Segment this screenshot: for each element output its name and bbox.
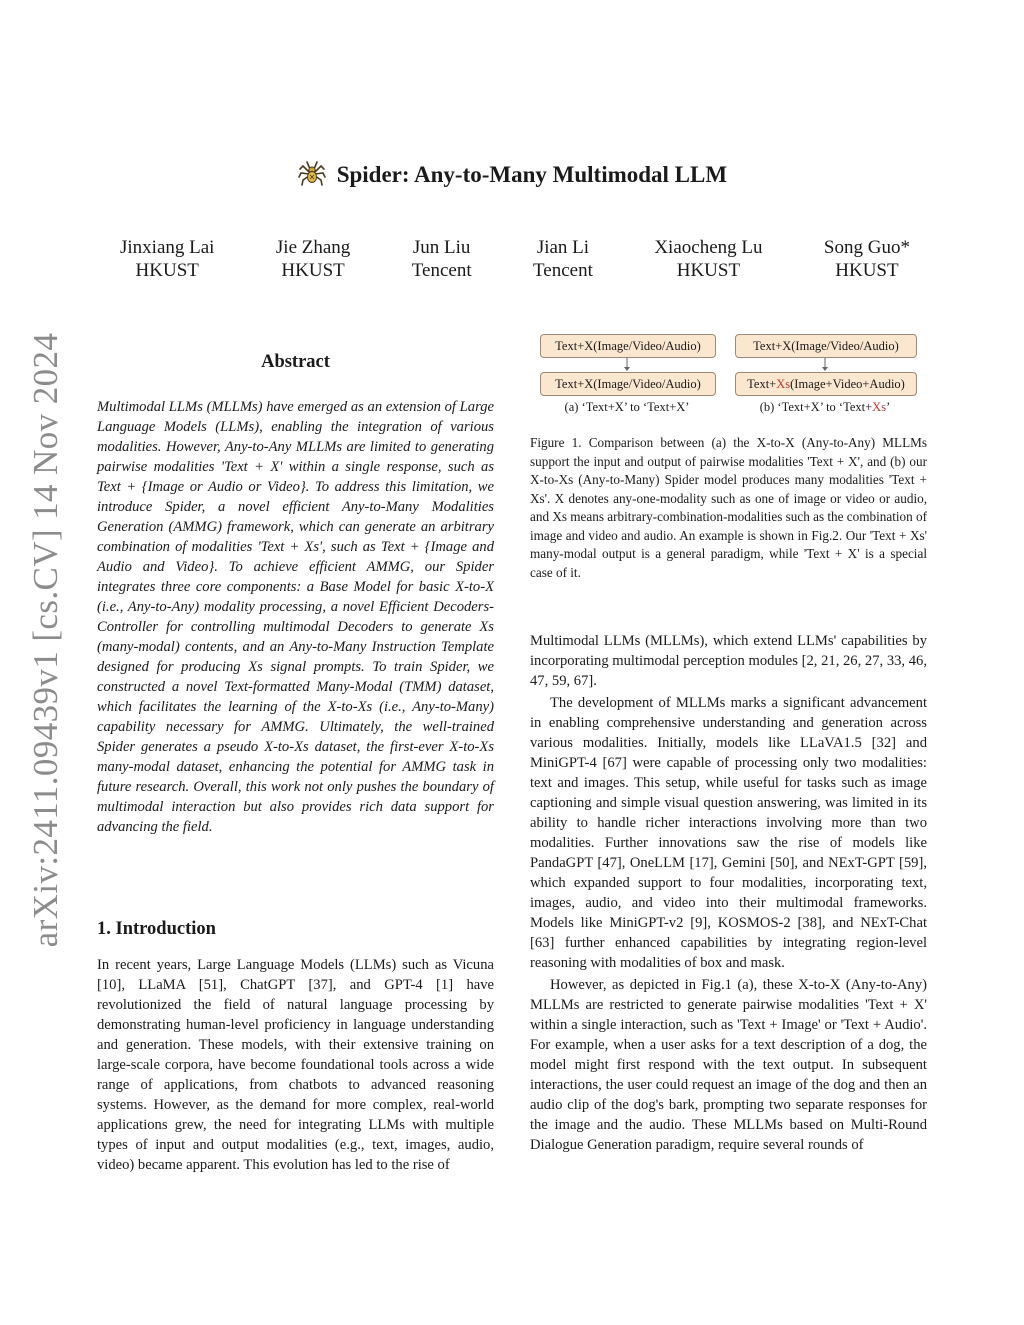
author-name: Jie Zhang bbox=[275, 237, 351, 258]
figure-1 bbox=[530, 330, 927, 420]
author-name: Jinxiang Lai bbox=[120, 237, 215, 258]
paper-title-row bbox=[0, 158, 1024, 194]
body-paragraph: Multimodal LLMs (MLLMs), which extend LLMs' capabilities by incorporating multimodal perception modules [2, 21, 26, 27, 33, 46, 47, 59, 67]. bbox=[530, 633, 927, 689]
author-affiliation: Tencent bbox=[533, 260, 593, 281]
figure-subcaption-b bbox=[735, 400, 915, 415]
author-affiliation: HKUST bbox=[835, 260, 899, 281]
author-affiliation: Tencent bbox=[411, 260, 472, 281]
body-paragraph: However, as depicted in Fig.1 (a), these X-to-X (Any-to-Any) MLLMs are restricted to generate pairwise modalities 'Text + X' within a single interaction, such as 'Text + Image' or 'Text + Audio'. For example, when a user asks for a text description of a dog, the model might first respond with the text output. In subsequent interactions, the user could request an image of the dog and then an audio clip of the dog's bark, prompting two separate responses for the image and the audio. These MLLMs based on Multi-Round Dialogue Generation paradigm, require several rounds of bbox=[530, 977, 927, 1153]
author bbox=[654, 236, 762, 282]
spider-icon bbox=[297, 158, 327, 194]
sub-b-suffix: ’ bbox=[886, 400, 891, 414]
output-b-prefix: Text+ bbox=[747, 377, 777, 391]
abstract-text: Multimodal LLMs (MLLMs) have emerged as an extension of Large Language Models (LLMs), enabling the integration of various modalities. However, Any-to-Any MLLMs are limited to generating pairwise modalities 'Text + X' within a single response, such as Text + {Image or Audio or Video}. To address this limitation, we introduce Spider, a novel efficient Any-to-Many Modalities Generation (AMMG) framework, which can generate an arbitrary combination of modalities 'Text + Xs', such as Text + {Image and Audio and Video}. To achieve efficient AMMG, our Spider integrates three core components: a Base Model for basic X-to-X (i.e., Any-to-Any) modality processing, a novel Efficient Decoders-Controller for controlling multimodal Decoders to generate Xs (many-modal) contents, and an Any-to-Many Instruction Template designed for producing Xs signal prompts. To train Spider, we constructed a novel Text-formatted Many-Modal (TMM) dataset, which facilitates the learning of the X-to-Xs (i.e., Any-to-Many) capability necessary for AMMG. Ultimately, the well-trained Spider generates a pseudo X-to-Xs dataset, the first-ever X-to-Xs many-modal dataset, enhancing the potential for AMMG task in future research. Overall, this work not only pushes the boundary of multimodal interaction but also provides rich data support for advancing the field. bbox=[97, 399, 494, 835]
output-b-suffix: (Image+Video+Audio) bbox=[790, 377, 905, 391]
arxiv-sidebar bbox=[0, 0, 90, 1325]
author-list bbox=[120, 236, 910, 282]
figure-box-input-b: Text+X(Image/Video/Audio) bbox=[735, 334, 917, 358]
author-name: Xiaocheng Lu bbox=[654, 237, 763, 258]
paper-title: Spider: Any-to-Many Multimodal LLM bbox=[336, 162, 728, 187]
author bbox=[533, 236, 593, 282]
arxiv-identifier: arXiv:2411.09439v1 [cs.CV] 14 Nov 2024 bbox=[26, 332, 65, 948]
sub-b-xs: Xs bbox=[872, 400, 887, 414]
author-name: Jian Li bbox=[536, 237, 590, 258]
author-name: Jun Liu bbox=[412, 237, 471, 258]
figure-subcaption-a: (a) ‘Text+X’ to ‘Text+X’ bbox=[564, 400, 690, 414]
figure-1-caption: Figure 1. Comparison between (a) the X-to-X (Any-to-Any) MLLMs support the input and output of pairwise modalities 'Text + X', and (b) our X-to-Xs (Any-to-Many) Spider model produces many modalities 'Text + Xs'. X denotes any-one-modality such as one of image or video or audio, and Xs means arbitrary-combination-modalities such as the combination of image and video and audio. An example is shown in Fig.2. Our 'Text + Xs' many-modal output is a general paradigm, while 'Text + X' is a special case of it. bbox=[530, 435, 927, 580]
abstract-heading: Abstract bbox=[261, 352, 330, 372]
author bbox=[276, 236, 350, 282]
figure-box-output-a: Text+X(Image/Video/Audio) bbox=[540, 372, 716, 396]
figure-box-input-a: Text+X(Image/Video/Audio) bbox=[540, 334, 716, 358]
author-affiliation: HKUST bbox=[281, 260, 345, 281]
section-heading-introduction: 1. Introduction bbox=[97, 919, 216, 939]
sub-b-prefix: (b) ‘Text+X’ to ‘Text+ bbox=[759, 400, 873, 414]
intro-paragraph: In recent years, Large Language Models (LLMs) such as Vicuna [10], LLaMA [51], ChatGPT [37], and GPT-4 [1] have revolutionized the field of natural language processing by demonstrating human-level proficiency in language understanding and generation. These models, with their extensive training on large-scale corpora, have become foundational tools across a wide range of applications, from chatbots to advanced reasoning systems. However, as the demand for more complex, real-world applications grew, the need for integrating LLMs with multiple types of input and output modalities (e.g., text, images, audio, video) became apparent. This evolution has led to the rise of bbox=[97, 957, 494, 1173]
output-b-xs: Xs bbox=[776, 377, 791, 391]
author bbox=[120, 236, 214, 282]
author-affiliation: HKUST bbox=[135, 260, 199, 281]
author bbox=[824, 236, 910, 282]
body-paragraph: The development of MLLMs marks a significant advancement in enabling comprehensive understanding and generation across various modalities. Initially, models like LLaVA1.5 [32] and MiniGPT-4 [67] were capable of processing only two modalities: text and images. This setup, while useful for tasks such as image captioning and simple visual question answering, was limited in its ability to handle richer interactions involving more than two modalities. Further innovations saw the rise of models like PandaGPT [47], OneLLM [17], Gemini [50], and NExT-GPT [59], which expanded support to four modalities, incorporating text, images, audio, and video into their multimodal frameworks. Models like MiniGPT-v2 [9], KOSMOS-2 [38], and NExT-Chat [63] further enhanced capabilities by integrating region-level reasoning with modalities of box and mask. bbox=[530, 695, 927, 971]
author-name: Song Guo* bbox=[823, 237, 910, 258]
figure-box-output-b bbox=[735, 372, 917, 396]
author-affiliation: HKUST bbox=[676, 260, 741, 281]
right-column-body bbox=[530, 631, 927, 1155]
author bbox=[412, 236, 472, 282]
